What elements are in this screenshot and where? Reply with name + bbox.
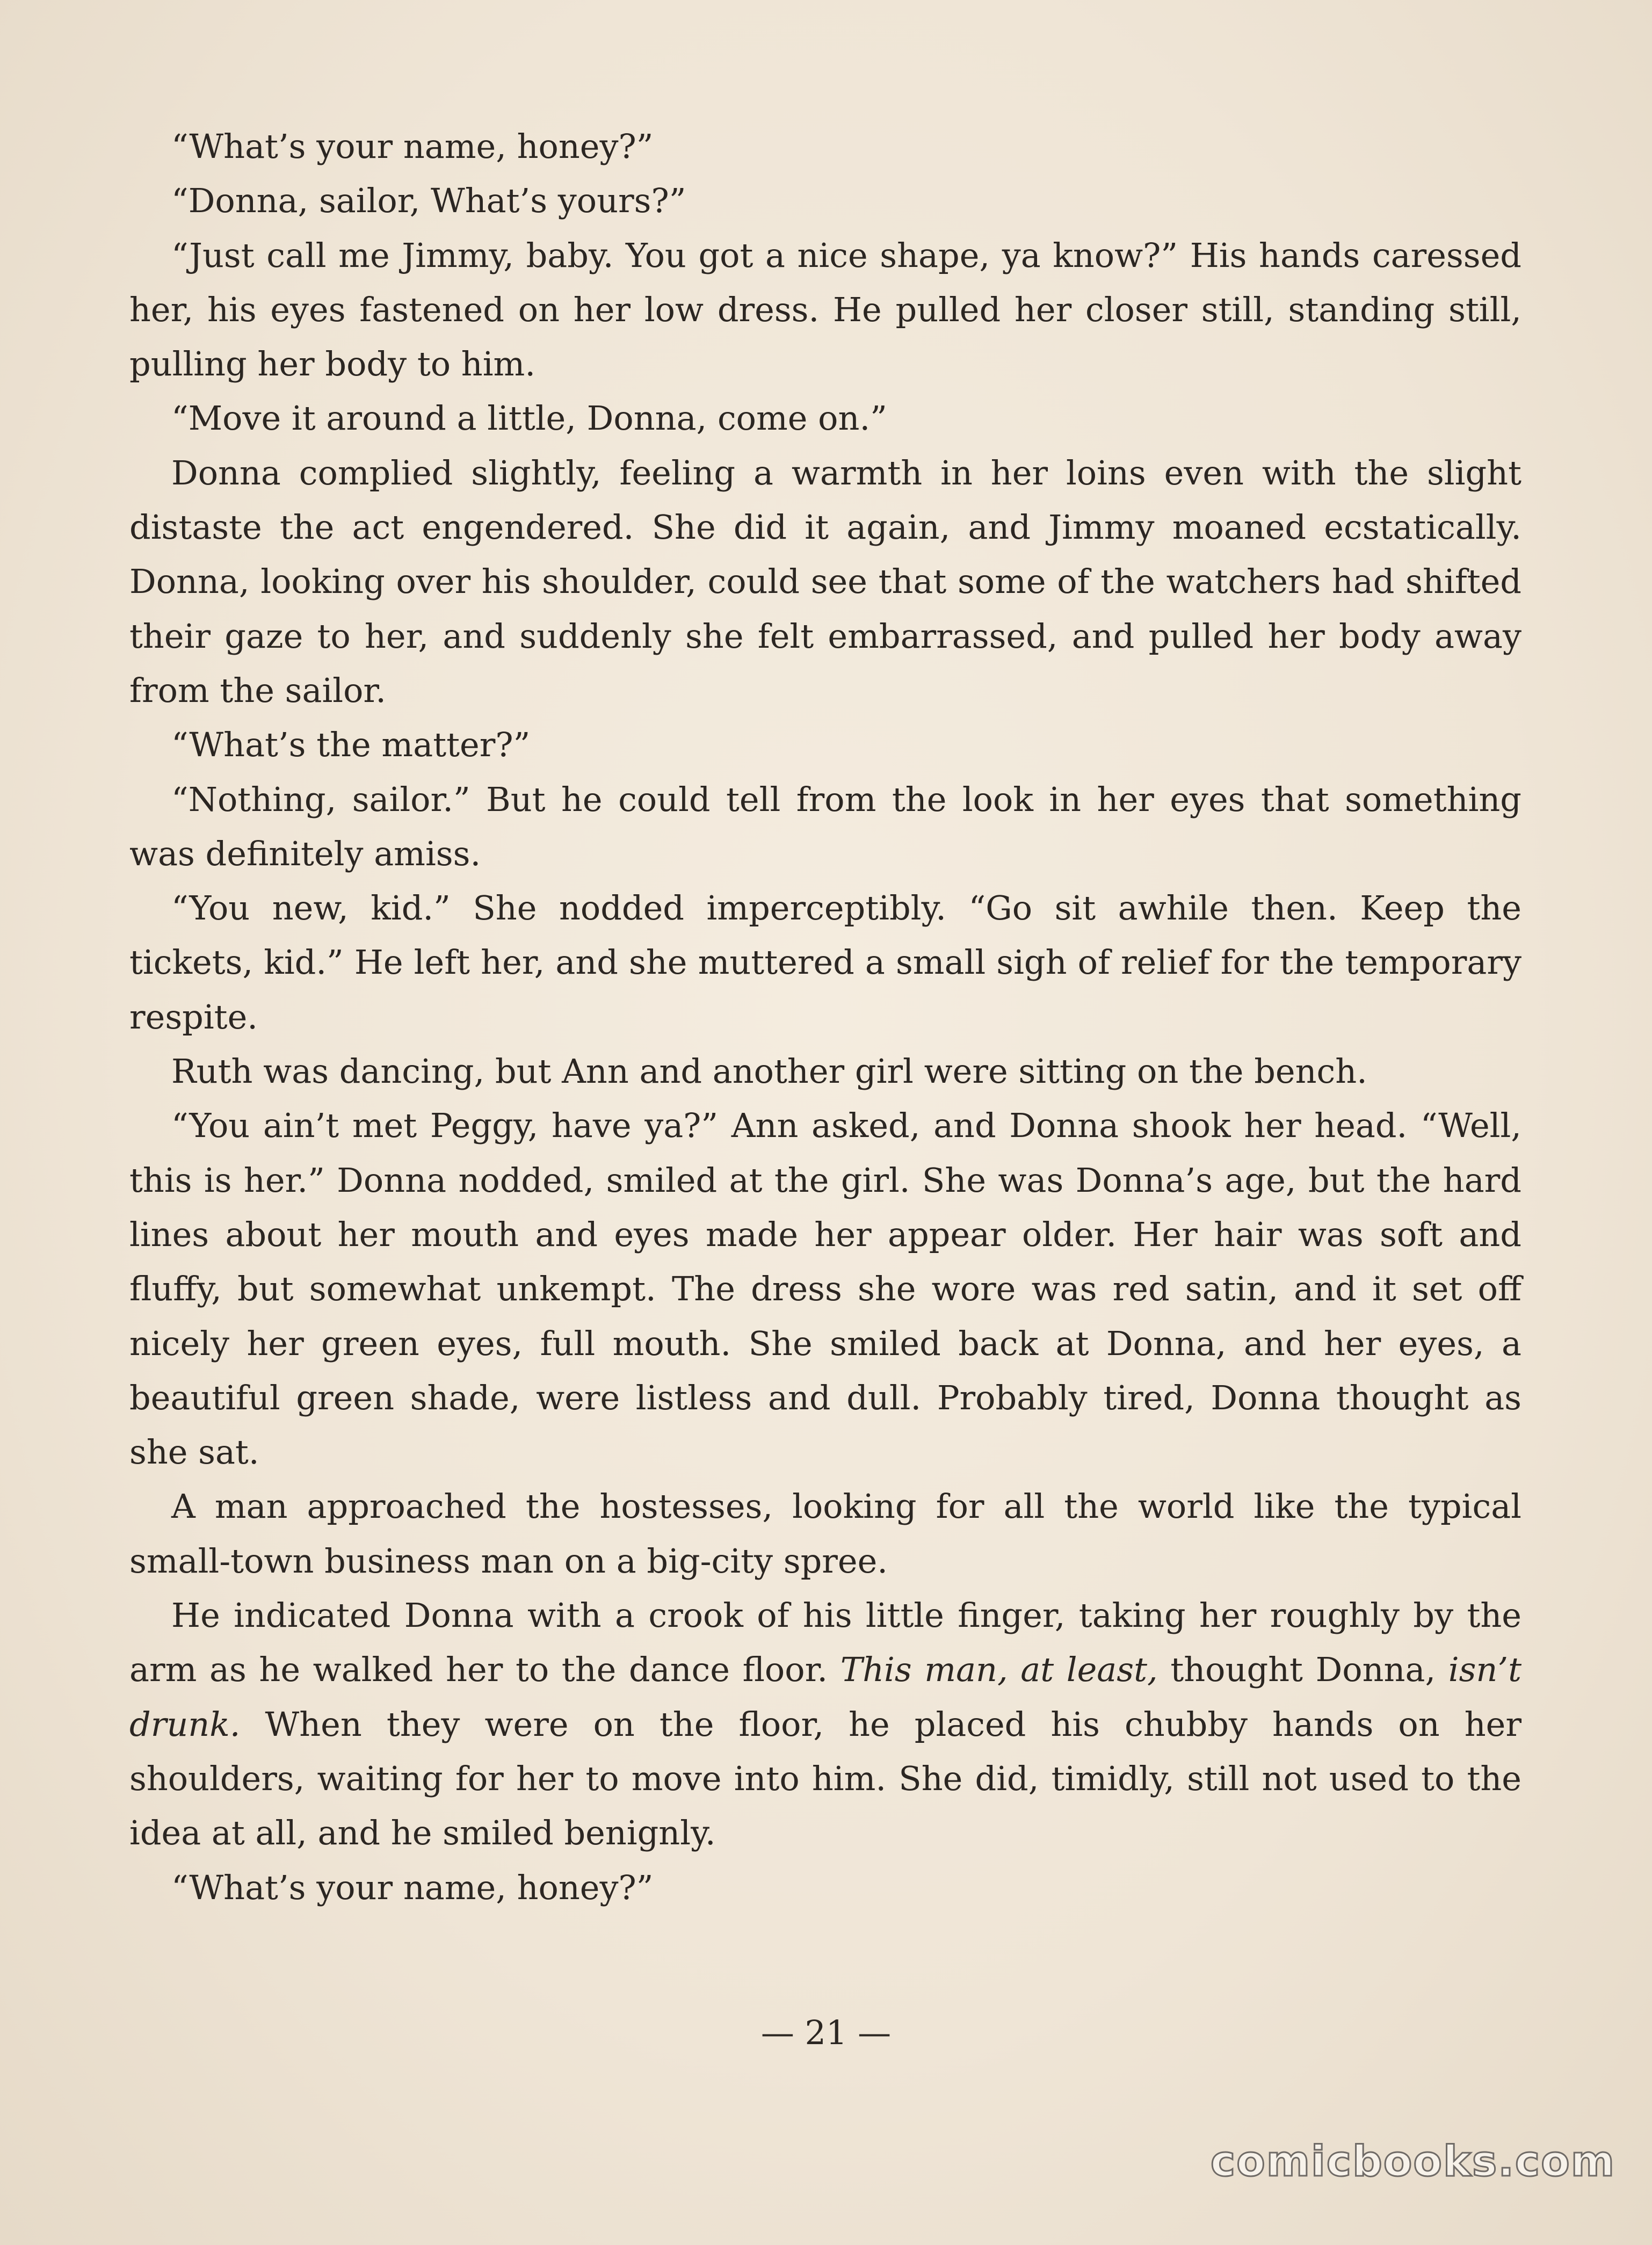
paragraph-with-italics bbox=[129, 1588, 1521, 1860]
paragraph: “Just call me Jimmy, baby. You got a nice shape, ya know?” His hands caressed her, his eyes fastened on her low dress. He pulled her closer still, standing still, pulling her body to him. bbox=[129, 235, 1521, 384]
page-number: — 21 — bbox=[760, 2013, 892, 2052]
paragraph: A man approached the hostesses, looking for all the world like the typical small-town business man on a big-city spree. bbox=[129, 1487, 1521, 1581]
paragraph: Donna complied slightly, feeling a warmth in her loins even with the slight distaste the act engendered. She did it again, and Jimmy moaned ecstatically. Donna, looking over his shoulder, could see that some of the watchers had shifted their gaze to her, and suddenly she felt embarrassed, and pulled her body away from the sailor. bbox=[129, 453, 1521, 710]
paragraph: “You ain’t met Peggy, have ya?” Ann asked, and Donna shook her head. “Well, this is her.” Donna nodded, smiled at the girl. She was Donna’s age, but the hard lines about her mouth and eyes made her appear older. Her hair was soft and fluffy, but somewhat unkempt. The dress she wore was red satin, and it set off nicely her green eyes, full mouth. She smiled back at Donna, and her eyes, a beautiful green shade, were listless and dull. Probably tired, Donna thought as she sat. bbox=[129, 1106, 1521, 1472]
paragraph-text: thought Donna, bbox=[1157, 1650, 1448, 1690]
paragraph: “What’s the matter?” bbox=[171, 725, 531, 765]
paragraph: “Nothing, sailor.” But he could tell from the look in her eyes that something was definitely amiss. bbox=[129, 779, 1521, 873]
paragraph-text: He indicated Donna with a crook of his little finger, taking her roughly by the arm as he walked her to the dance floor. bbox=[129, 1596, 1521, 1690]
watermark: comicbooks.com bbox=[1210, 2138, 1615, 2186]
paragraph: “What’s your name, honey?” bbox=[171, 1867, 654, 1907]
paragraph-text: When they were on the floor, he placed his chubby hands on her shoulders, waiting for her to move into him. She did, timidly, still not used to the idea at all, and he smiled benignly. bbox=[129, 1704, 1521, 1853]
paragraph: “Move it around a little, Donna, come on.” bbox=[171, 399, 887, 438]
paragraph: “What’s your name, honey?” bbox=[171, 127, 654, 166]
body-text bbox=[129, 119, 1521, 1915]
paragraph: “You new, kid.” She nodded imperceptibly. “Go sit awhile then. Keep the tickets, kid.” He left her, and she muttered a small sigh of relief for the temporary respite. bbox=[129, 888, 1521, 1037]
paragraph: “Donna, sailor, What’s yours?” bbox=[171, 181, 686, 221]
paragraph: Ruth was dancing, but Ann and another girl were sitting on the bench. bbox=[171, 1052, 1367, 1091]
italic-phrase: This man, at least, bbox=[840, 1650, 1158, 1690]
italic-phrase: isn’t drunk. bbox=[129, 1650, 1521, 1744]
